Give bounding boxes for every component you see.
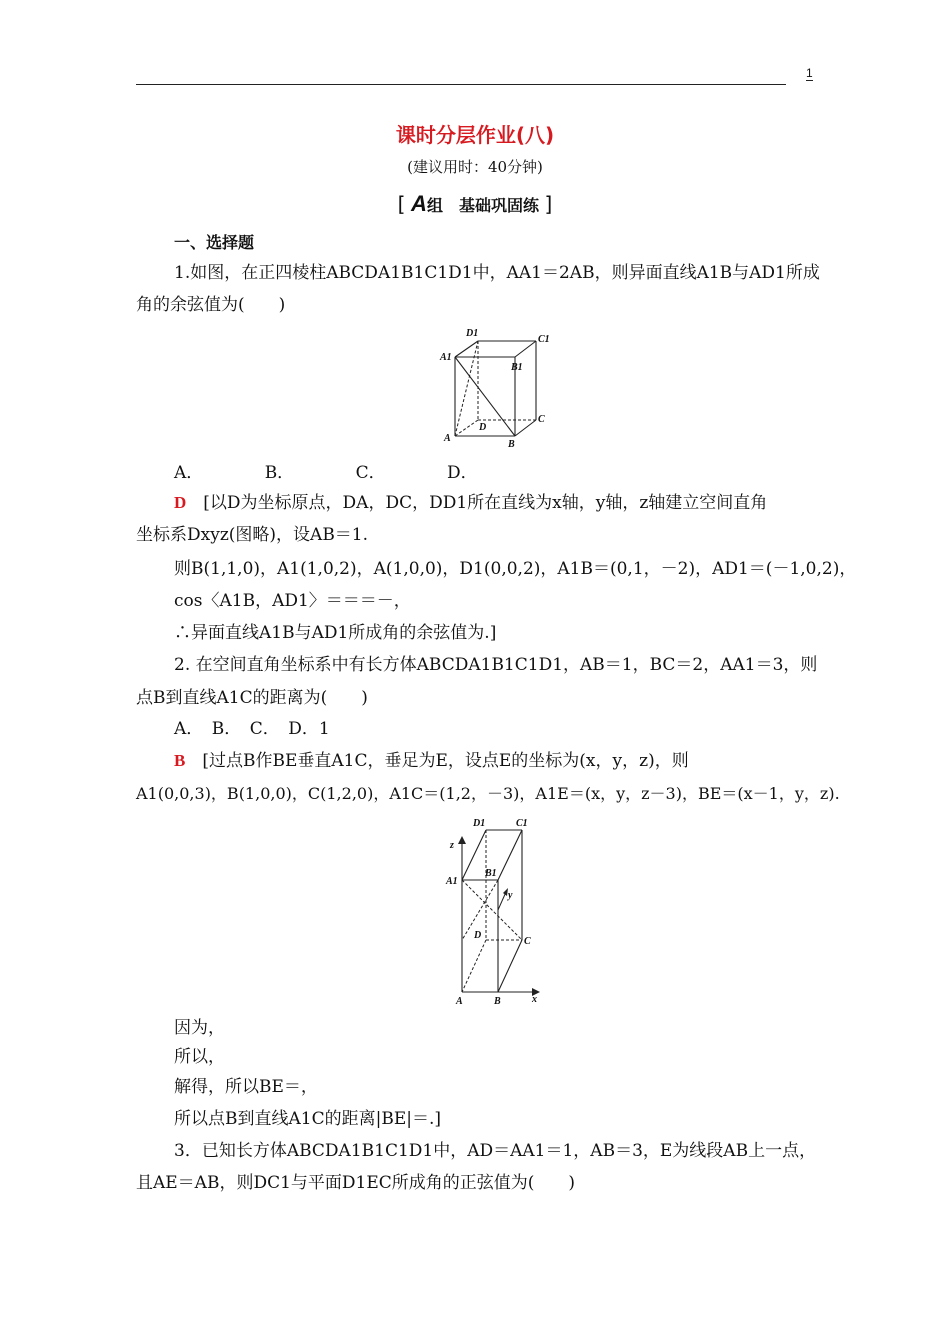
q2-answer: B: [174, 751, 186, 770]
group-label: 组 基础巩固练: [426, 196, 539, 215]
q1-option-a[interactable]: A．: [174, 463, 204, 483]
q2-solution-line5: 解得，所以BE＝，: [174, 1077, 318, 1097]
fig2-label-x: x: [532, 994, 537, 1005]
fig2-label-a1: A1: [446, 876, 458, 887]
group-heading: [0, 193, 950, 217]
section-heading: 一、选择题: [174, 233, 255, 252]
fig2-label-z: z: [450, 840, 454, 851]
fig2-label-b: B: [494, 996, 501, 1007]
fig2-label-d1: D1: [473, 818, 486, 829]
fig2-label-d: D: [474, 930, 482, 941]
fig1-label-d1: D1: [466, 328, 479, 339]
fig1-label-a1: A1: [440, 352, 452, 363]
fig1-hidden-edges: [455, 341, 536, 436]
fig1-label-b1: B1: [511, 362, 523, 373]
fig2-edges: [458, 830, 540, 996]
q1-answer: D: [174, 493, 187, 512]
fig2-label-b1: B1: [485, 868, 497, 879]
q1-solution-text1: [以D为坐标原点，DA，DC，DD1所在直线为x轴，y轴，z轴建立空间直角: [203, 493, 768, 513]
q3-text-line1: 3．已知长方体ABCDA1B1C1D1中，AD＝AA1＝1，AB＝3，E为线段AB上一点，: [174, 1141, 817, 1161]
fig2-label-c1: C1: [516, 818, 528, 829]
q2-text-line2: 点B到直线A1C的距离为( ): [136, 688, 368, 708]
q2-solution-line1: [174, 750, 689, 772]
q1-solution-line3: 则B(1,1,0)，A1(1,0,2)，A(1,0,0)，D1(0,0,2)，A1B＝(0,1，－2)，AD1＝(－1,0,2)，: [174, 559, 857, 579]
q1-option-d[interactable]: D．: [447, 463, 478, 483]
fig1-label-d: D: [479, 422, 487, 433]
q1-solution-line1: [174, 492, 767, 514]
q2-solution-line4: 所以，: [174, 1047, 225, 1067]
q2-options[interactable]: A． B． C． D．1: [174, 719, 330, 739]
fig1-label-a: A: [444, 433, 451, 444]
q1-solution-line5: ∴异面直线A1B与AD1所成角的余弦值为.]: [174, 623, 497, 643]
fig1-edges: [455, 341, 536, 436]
q3-text-line2: 且AE＝AB，则DC1与平面D1EC所成角的正弦值为( ): [136, 1173, 576, 1193]
fig2-label-a: A: [456, 996, 463, 1007]
figure-prism-1: [436, 324, 556, 450]
q1-options: [174, 462, 478, 484]
fig1-label-b: B: [508, 439, 515, 450]
page-title: 课时分层作业(八): [395, 123, 555, 147]
q2-solution-line2: A1(0,0,3)，B(1,0,0)，C(1,2,0)，A1C＝(1,2，－3)，A1E＝(x，y，z－3)，BE＝(x－1，y，z).: [136, 784, 840, 803]
q2-text-line1: 2. 在空间直角坐标系中有长方体ABCDA1B1C1D1，AB＝1，BC＝2，AA1＝3，则: [174, 655, 818, 675]
fig1-label-c1: C1: [538, 334, 550, 345]
q1-solution-line4: cos〈A1B，AD1〉＝＝＝－，: [174, 591, 411, 611]
q2-solution-line6: 所以点B到直线A1C的距离|BE|＝.]: [174, 1109, 441, 1129]
q1-text-line2: 角的余弦值为( ): [136, 295, 286, 315]
page-number: 1: [806, 66, 813, 80]
q1-option-b[interactable]: B．: [264, 463, 295, 483]
q2-solution-text1: [过点B作BE垂直A1C，垂足为E，设点E的坐标为(x，y，z)，则: [202, 751, 689, 771]
group-bracket-open: [: [397, 192, 406, 216]
group-letter: A: [411, 191, 427, 216]
q1-solution-line2: 坐标系Dxyz(图略)，设AB＝1.: [136, 525, 369, 545]
group-bracket-close: ]: [544, 192, 553, 216]
q1-text-line1: 1.如图，在正四棱柱ABCDA1B1C1D1中，AA1＝2AB，则异面直线A1B与AD1所成: [174, 263, 820, 283]
fig2-hidden-edges: [462, 830, 522, 992]
fig2-label-y: y: [508, 890, 513, 901]
suggested-time: (建议用时：40分钟): [407, 158, 543, 176]
fig1-label-c: C: [538, 414, 545, 425]
q1-option-c[interactable]: C．: [355, 463, 386, 483]
header-rule: [136, 84, 786, 85]
fig2-label-c: C: [524, 936, 531, 947]
q2-solution-line3: 因为，: [174, 1018, 225, 1038]
figure-prism-2: [436, 812, 546, 1008]
